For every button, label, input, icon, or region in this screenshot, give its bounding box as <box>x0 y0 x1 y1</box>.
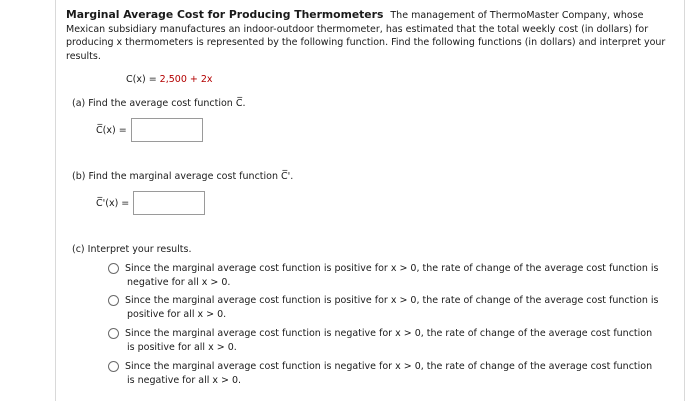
function-rhs: 2,500 + 2x <box>159 74 213 85</box>
average-cost-input[interactable] <box>131 118 203 142</box>
part-a-label: (a) Find the average cost function C̅. <box>72 98 246 109</box>
problem-text: The management of ThermoMaster Company, whose Mexican subsidiary manufactures an indoor-outdoor thermometer, has estimated that the total weekly cost (in dollars) for producing x thermometers is represented by the following function. Find the following functions (in dollars) and interpret your results. <box>66 10 666 62</box>
answer-option-2[interactable] <box>108 294 680 321</box>
part-a-prompt: C̅(x) = <box>96 124 127 136</box>
part-b-prompt: C̅'(x) = <box>96 197 130 209</box>
radio-button-1[interactable] <box>108 263 119 274</box>
radio-button-3[interactable] <box>108 328 119 339</box>
part-b-answer-row <box>96 191 205 215</box>
option-text-4: Since the marginal average cost function is negative for x > 0, the rate of change of the average cost function is negative for all x > 0. <box>125 361 653 386</box>
radio-button-4[interactable] <box>108 361 119 372</box>
option-text-1: Since the marginal average cost function is positive for x > 0, the rate of change of the average cost function is negative for all x > 0. <box>125 263 659 288</box>
part-b-label: (b) Find the marginal average cost function C̅'. <box>72 171 294 182</box>
option-text-2: Since the marginal average cost function is positive for x > 0, the rate of change of the average cost function is positive for all x > 0. <box>125 295 659 320</box>
answer-option-4[interactable] <box>108 360 680 387</box>
radio-button-2[interactable] <box>108 295 119 306</box>
answer-option-1[interactable] <box>108 262 680 289</box>
option-text-3: Since the marginal average cost function is negative for x > 0, the rate of change of the average cost function is positive for all x > 0. <box>125 328 653 353</box>
part-c-label: (c) Interpret your results. <box>72 244 192 255</box>
function-lhs: C(x) = <box>126 74 160 85</box>
part-a-answer-row <box>96 118 203 142</box>
problem-title: Marginal Average Cost for Producing Thermometers <box>66 8 384 21</box>
marginal-average-cost-input[interactable] <box>133 191 205 215</box>
cost-function <box>126 74 213 85</box>
problem-statement <box>66 8 678 63</box>
answer-option-3[interactable] <box>108 327 680 354</box>
